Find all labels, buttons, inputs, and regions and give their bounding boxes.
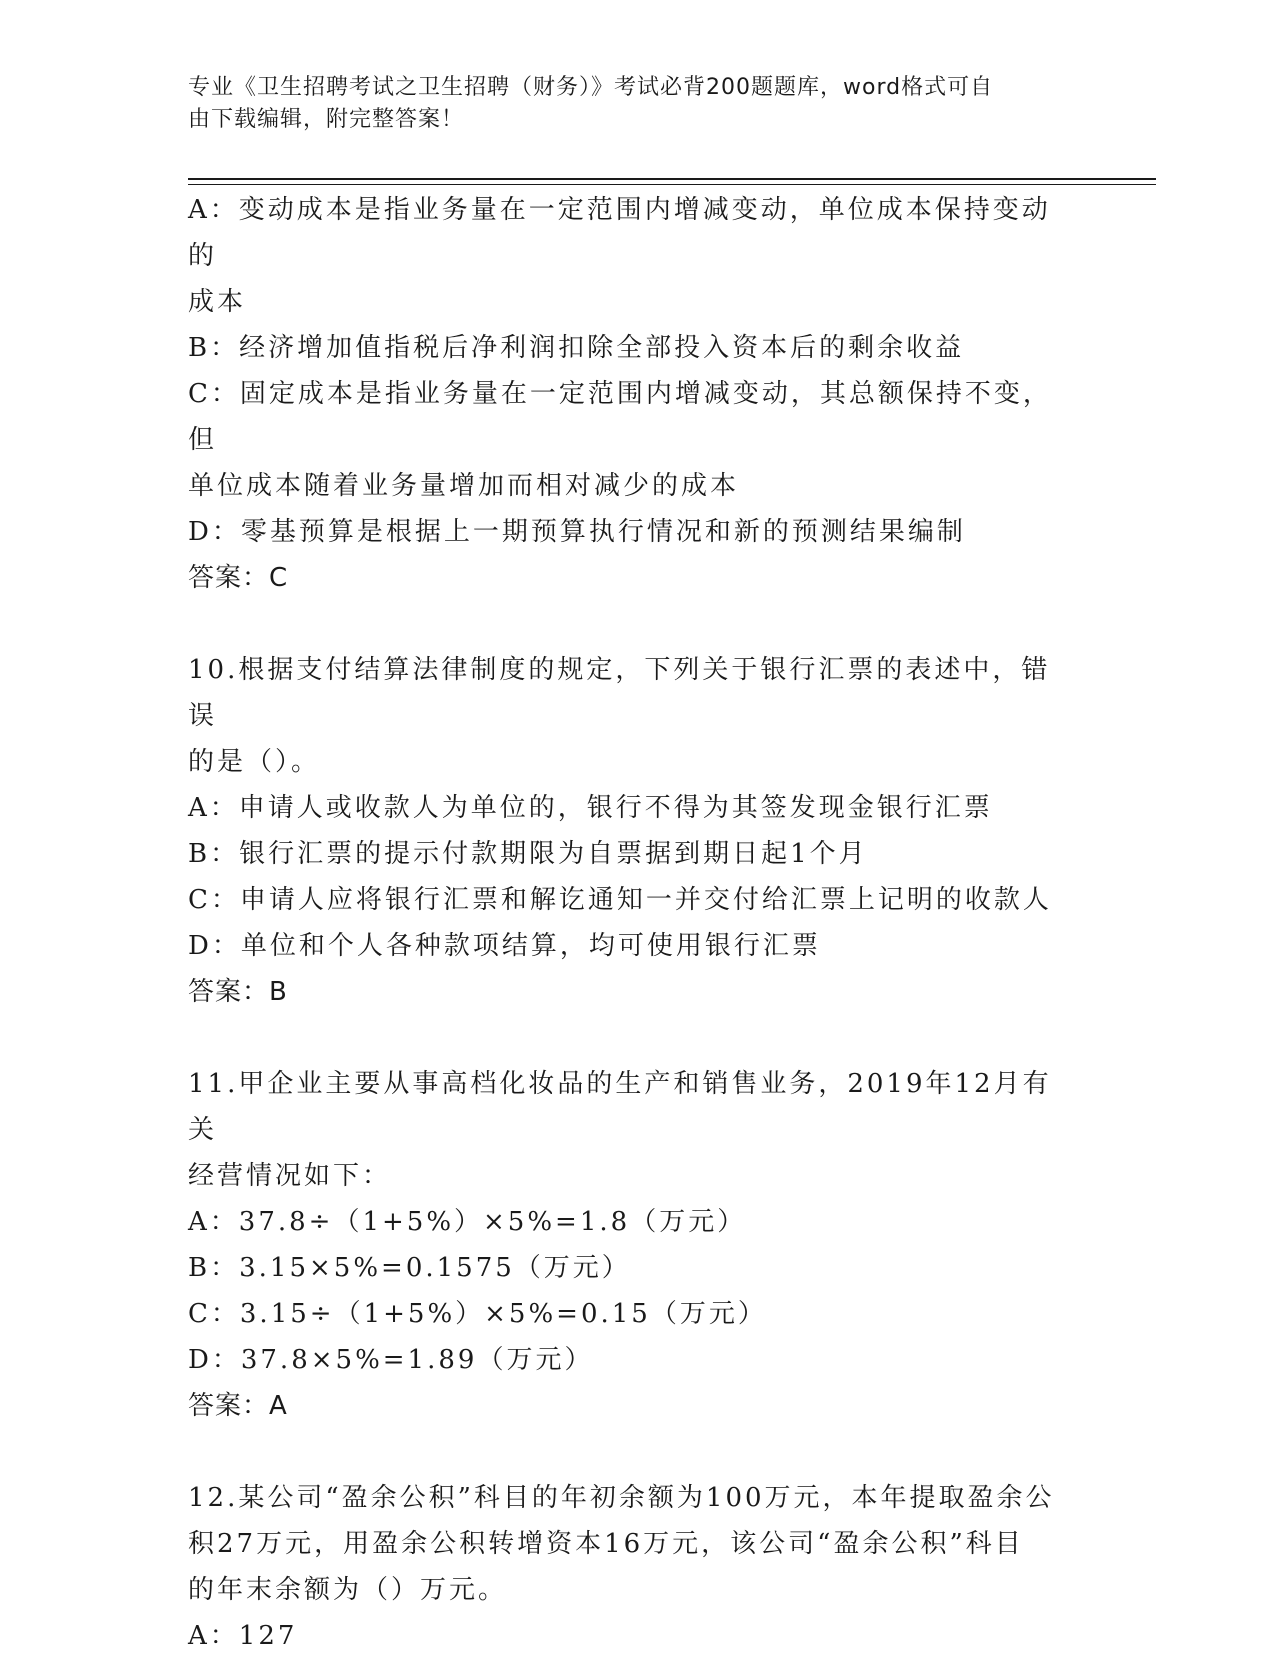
question-12-block [188,1475,1078,1659]
question-11-option-a: A：37.8÷（1+5%）×5%=1.8（万元） [188,1207,747,1237]
question-9-option-c-line-1: C：固定成本是指业务量在一定范围内增减变动，其总额保持不变，但 [188,379,1052,455]
question-10-option-a: A：申请人或收款人为单位的，银行不得为其签发现金银行汇票 [188,793,993,823]
question-11-block [188,1061,1078,1429]
question-10-stem-line-2: 的是（）。 [188,747,321,777]
question-11-answer: 答案：A [188,1391,288,1421]
question-10-option-d: D：单位和个人各种款项结算，均可使用银行汇票 [188,931,821,961]
question-spacer [188,1429,1078,1475]
question-11-option-d: D：37.8×5%=1.89（万元） [188,1345,594,1375]
question-12-stem-line-3: 的年末余额为（）万元。 [188,1575,508,1605]
question-10-answer: 答案：B [188,977,288,1007]
question-9-option-c-line-2: 单位成本随着业务量增加而相对减少的成本 [188,471,740,501]
question-10-option-b: B：银行汇票的提示付款期限为自票据到期日起1个月 [188,839,868,869]
question-9-option-b: B：经济增加值指税后净利润扣除全部投入资本后的剩余收益 [188,333,965,363]
question-12-stem-line-1: 12.某公司“盈余公积”科目的年初余额为100万元，本年提取盈余公 [188,1483,1055,1513]
question-10-option-c: C：申请人应将银行汇票和解讫通知一并交付给汇票上记明的收款人 [188,885,1052,915]
header-title-line-2: 由下载编辑，附完整答案！ [188,107,465,132]
question-11-option-c: C：3.15÷（1+5%）×5%=0.15（万元） [188,1299,767,1329]
question-list [188,187,1078,1659]
question-11-option-b: B：3.15×5%=0.1575（万元） [188,1253,631,1283]
question-9-option-a-line-2: 成本 [188,287,247,317]
question-spacer [188,601,1078,647]
question-spacer [188,1015,1078,1061]
document-header [188,72,1068,136]
question-12-option-a: A：127 [188,1621,298,1651]
question-9-option-d: D：零基预算是根据上一期预算执行情况和新的预测结果编制 [188,517,966,547]
question-9-block [188,187,1078,601]
question-9-answer: 答案：C [188,563,289,593]
header-divider-thin [188,184,1156,185]
question-11-stem-line-1: 11.甲企业主要从事高档化妆品的生产和销售业务，2019年12月有关 [188,1069,1052,1145]
question-12-stem-line-2: 积27万元，用盈余公积转增资本16万元，该公司“盈余公积”科目 [188,1529,1024,1559]
header-divider-thick [188,178,1156,180]
question-11-stem-line-2: 经营情况如下： [188,1161,392,1191]
question-10-stem-line-1: 10.根据支付结算法律制度的规定，下列关于银行汇票的表述中，错误 [188,655,1051,731]
question-10-block [188,647,1078,1015]
header-title-line-1: 专业《卫生招聘考试之卫生招聘（财务）》考试必背200题题库，word格式可自 [188,75,994,100]
question-9-option-a-line-1: A：变动成本是指业务量在一定范围内增减变动，单位成本保持变动的 [188,195,1051,271]
